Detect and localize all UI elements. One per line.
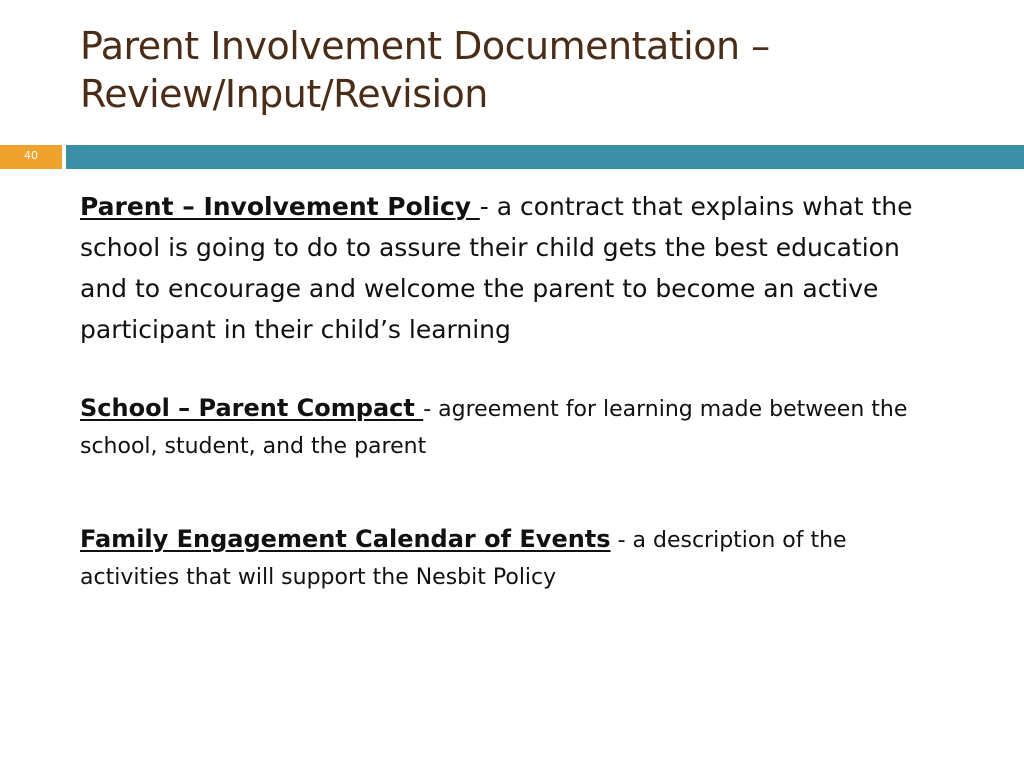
definition-description: - agreement for learning made between the school, student, and the parent [80, 397, 908, 459]
definition-term: Family Engagement Calendar of Events [80, 525, 611, 553]
definition-description: - a description of the activities that will support the Nesbit Policy [80, 528, 847, 590]
slide-number-badge: 40 [0, 145, 62, 169]
definition-term: Parent – Involvement Policy [80, 192, 480, 221]
slide-content [80, 186, 940, 596]
definition-term: School – Parent Compact [80, 394, 424, 422]
slide-title: Parent Involvement Documentation – Review/Input/Revision [80, 24, 770, 116]
definition-paragraph [80, 521, 940, 596]
definition-description: - a contract that explains what the school is going to do to assure their child gets the best education and to encourage and welcome the parent to become an active participant in their child’s learning [80, 192, 913, 344]
title-divider-bar [66, 145, 1024, 169]
definition-paragraph [80, 186, 940, 350]
definition-paragraph [80, 390, 940, 465]
